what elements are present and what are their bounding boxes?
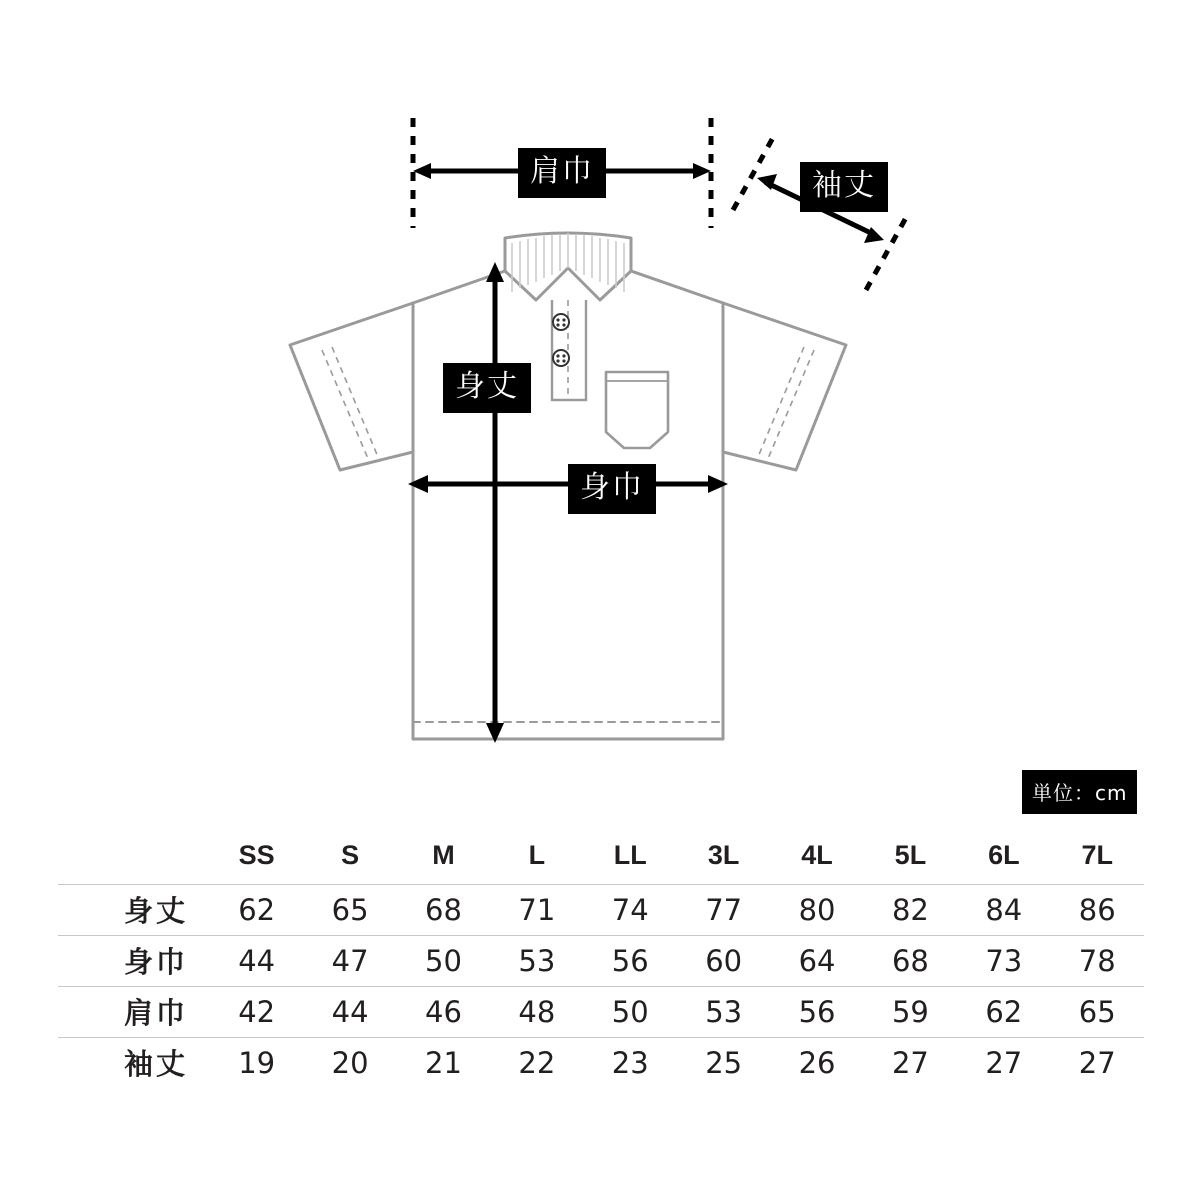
measurement-cell: 44 <box>303 986 396 1037</box>
measurement-cell: 48 <box>490 986 583 1037</box>
measurement-cell: 25 <box>705 1045 743 1080</box>
measurement-cell: 62 <box>210 884 303 935</box>
measurement-cell: 53 <box>677 986 770 1037</box>
column-header-size: 3L <box>677 828 770 884</box>
column-header-size: SS <box>210 828 303 884</box>
measurement-cell: 77 <box>677 884 770 935</box>
measurement-cell: 82 <box>864 884 957 935</box>
measurement-cell: 50 <box>584 986 677 1037</box>
measurement-cell: 46 <box>397 986 490 1037</box>
table-header-row <box>58 828 1144 884</box>
measurement-cell: 53 <box>490 935 583 986</box>
measurement-cell: 86 <box>1051 884 1144 935</box>
measurement-cell: 50 <box>397 935 490 986</box>
table-row <box>58 884 1144 935</box>
table-body <box>58 884 1144 1088</box>
measurement-cell: 80 <box>770 884 863 935</box>
measurement-cell: 73 <box>957 935 1050 986</box>
table-row <box>58 986 1144 1037</box>
column-header-size: L <box>490 828 583 884</box>
measurement-cell: 65 <box>1051 986 1144 1037</box>
label-sleeve-length: 袖丈 <box>800 162 888 212</box>
measurement-cell: 19 <box>238 1045 276 1080</box>
measurement-cell: 22 <box>518 1045 556 1080</box>
measurement-cell: 21 <box>425 1045 462 1080</box>
measurement-cell: 23 <box>611 1045 649 1080</box>
measurement-cell: 84 <box>957 884 1050 935</box>
table-row <box>58 935 1144 986</box>
measurement-cell: 47 <box>303 935 396 986</box>
column-header-size: 7L <box>1051 828 1144 884</box>
measurement-cell: 78 <box>1051 935 1144 986</box>
measurement-cell: 71 <box>490 884 583 935</box>
measurement-cell: 60 <box>677 935 770 986</box>
column-header-size: S <box>303 828 396 884</box>
measurement-cell: 27 <box>1078 1045 1116 1080</box>
row-header-measure: 身巾 <box>58 935 210 986</box>
table-row <box>58 1037 1144 1088</box>
measurement-cell: 68 <box>864 935 957 986</box>
column-header-size: 4L <box>770 828 863 884</box>
size-chart-table <box>58 828 1144 1088</box>
measurement-cell: 56 <box>770 986 863 1037</box>
column-header-size: LL <box>584 828 677 884</box>
measurement-cell: 44 <box>210 935 303 986</box>
table-corner-cell <box>58 828 210 884</box>
label-shoulder-width: 肩巾 <box>518 148 606 198</box>
measurement-cell: 62 <box>957 986 1050 1037</box>
measurement-cell: 20 <box>331 1045 369 1080</box>
row-header-measure: 肩巾 <box>58 986 210 1037</box>
row-header-measure: 身丈 <box>58 884 210 935</box>
measurement-cell: 64 <box>770 935 863 986</box>
measurement-cell: 74 <box>584 884 677 935</box>
label-body-width: 身巾 <box>568 464 656 514</box>
column-header-size: 5L <box>864 828 957 884</box>
column-header-size: 6L <box>957 828 1050 884</box>
measurement-cell: 27 <box>891 1045 929 1080</box>
label-body-length: 身丈 <box>443 363 531 413</box>
row-header-measure: 袖丈 <box>123 1047 188 1082</box>
column-header-size: M <box>397 828 490 884</box>
measurement-cell: 65 <box>303 884 396 935</box>
measurement-cell: 26 <box>798 1045 836 1080</box>
measurement-cell: 42 <box>210 986 303 1037</box>
measurement-cell: 59 <box>864 986 957 1037</box>
measurement-cell: 56 <box>584 935 677 986</box>
measurement-cell: 68 <box>397 884 490 935</box>
measurement-cell: 27 <box>985 1045 1023 1080</box>
unit-note: 単位：cm <box>1022 770 1137 814</box>
